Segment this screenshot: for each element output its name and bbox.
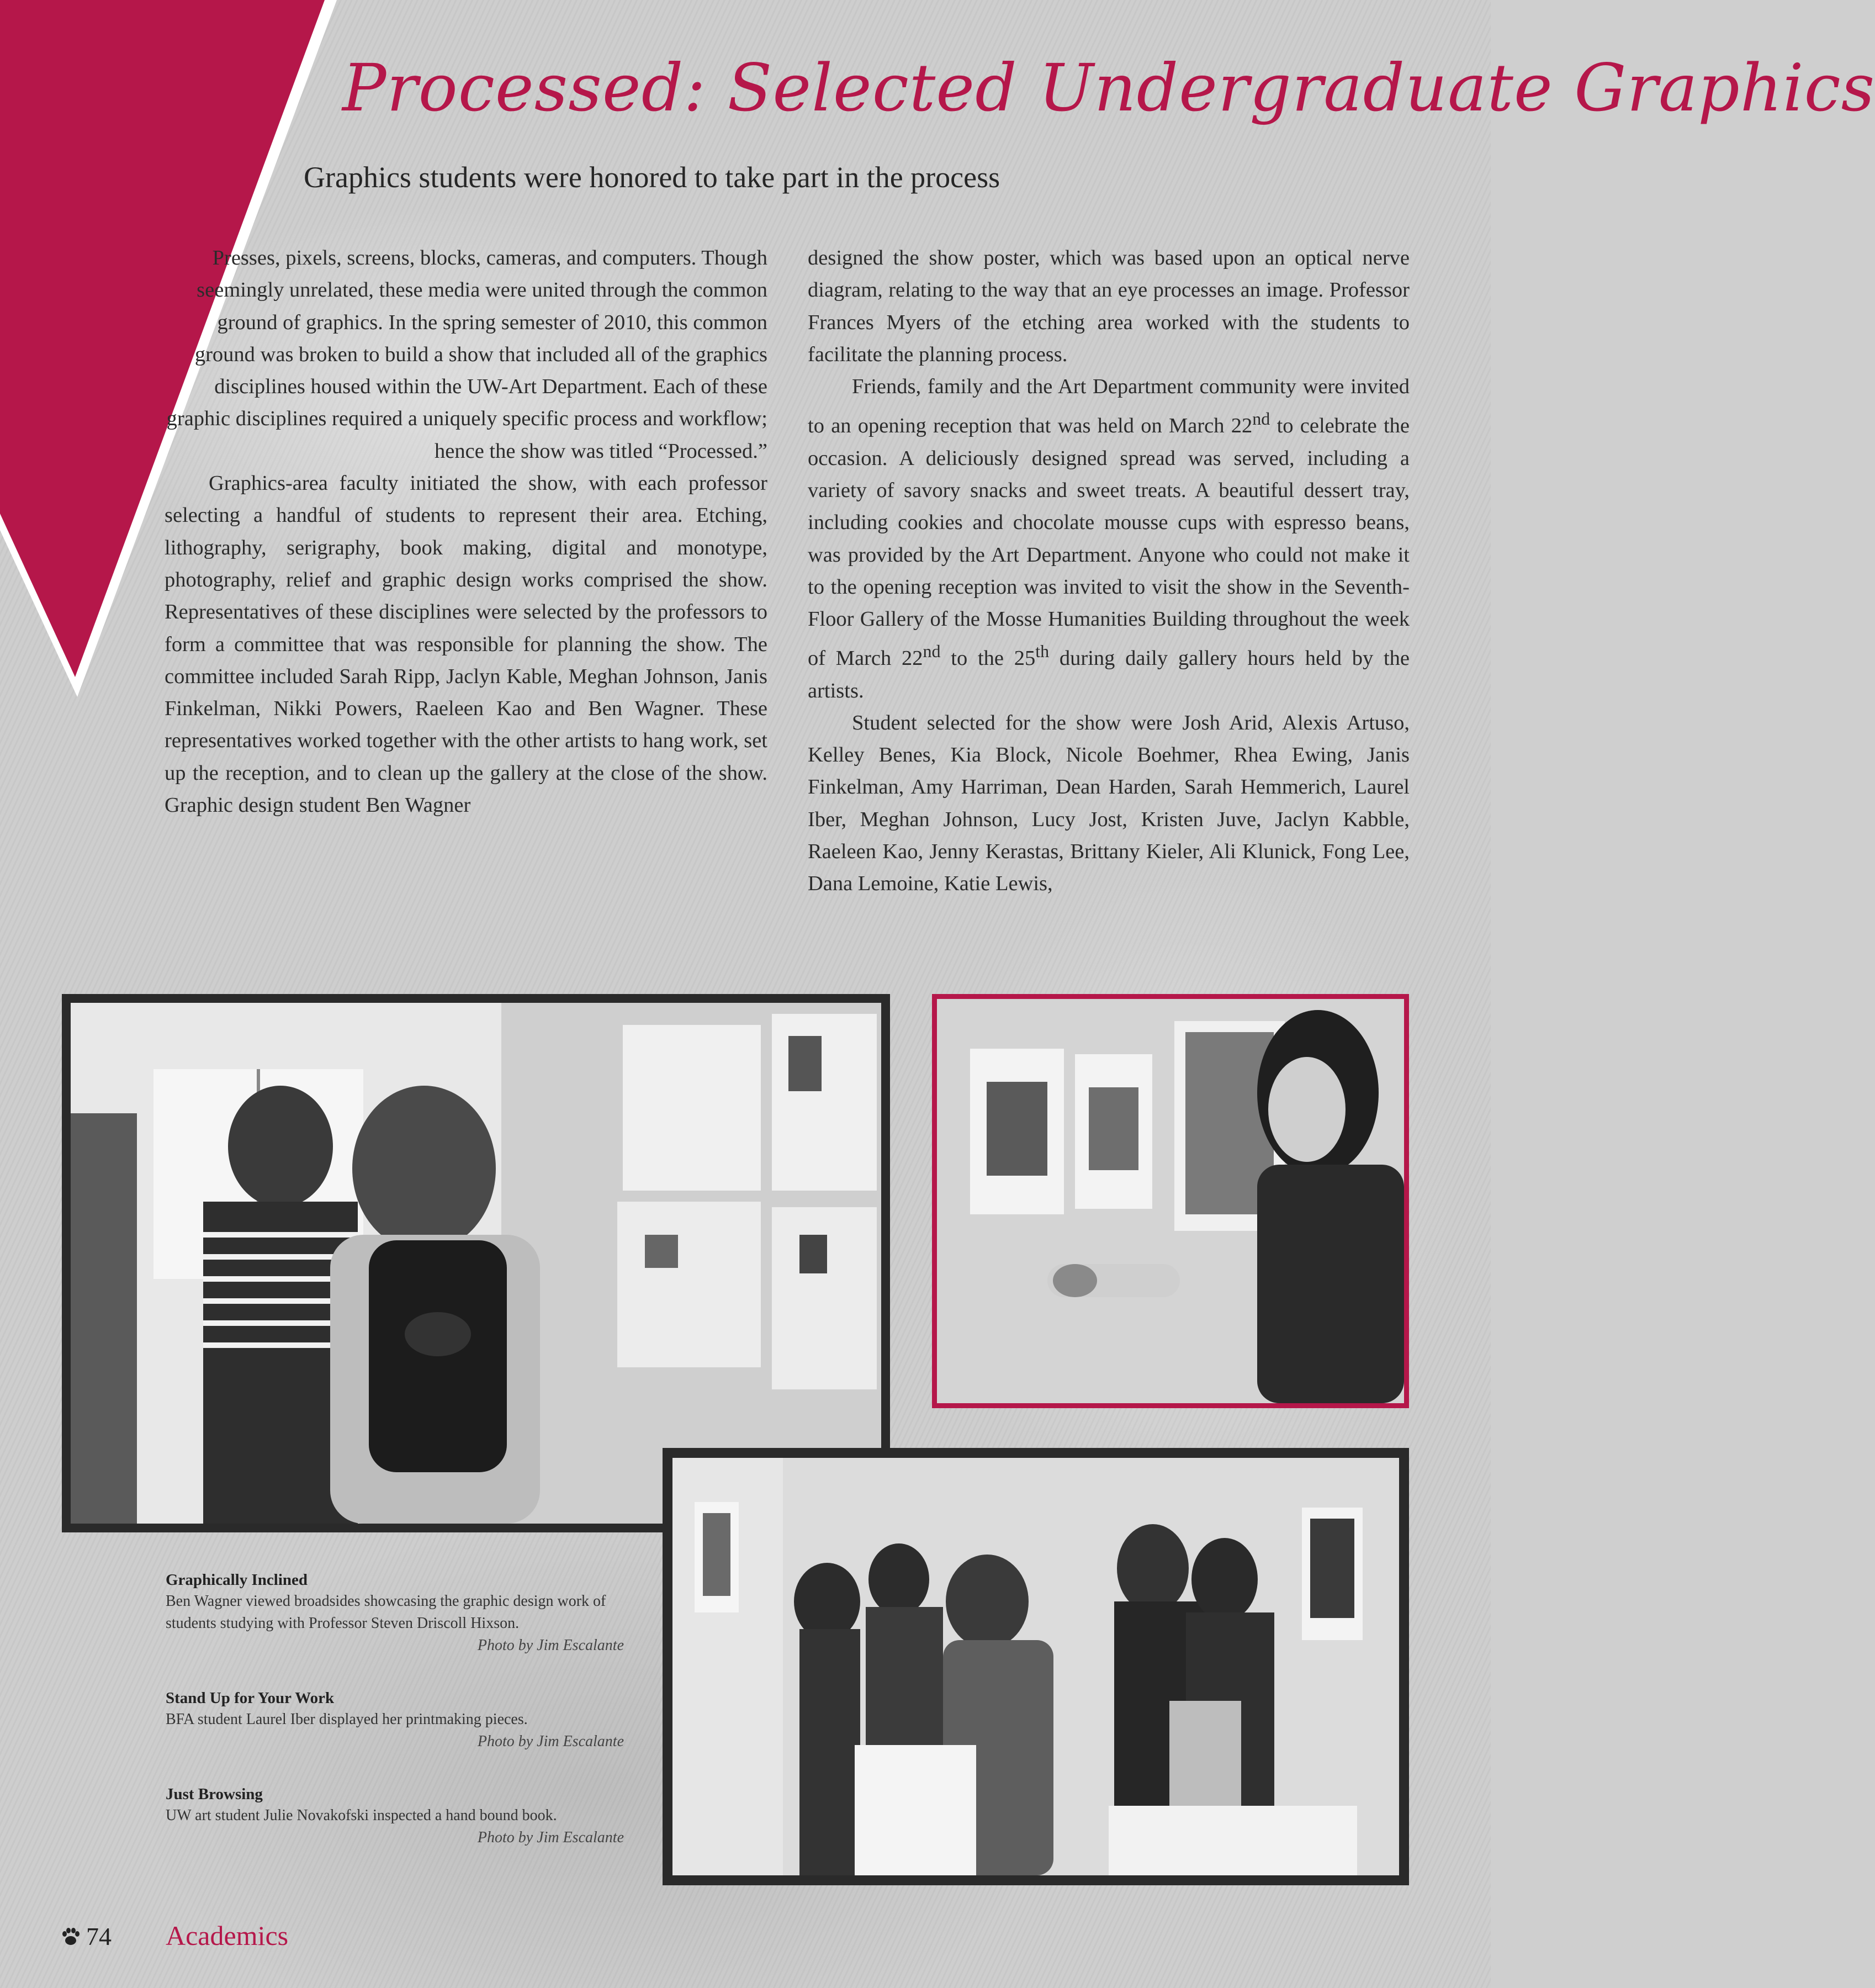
page-title: Processed: Selected Undergraduate Graphics: [342, 50, 1875, 126]
reception-text-b: to celebrate the occasion. A deliciously designed spread was served, including a variety of savory snacks and sweet treats. A beautiful dessert tray, including cookies and chocolate mousse cups with espresso beans, was provided by the Art Department. Anyone who could not make it to the opening reception was invited to visit the show in the Seventh-Floor Gallery of the Mosse Humanities Building throughout the week of March 22: [808, 414, 1410, 670]
photo-image: [937, 999, 1404, 1403]
caption-graphically-inclined: [166, 1569, 624, 1657]
ordinal-suffix-nd: nd: [923, 641, 941, 662]
caption-title: Graphically Inclined: [166, 1571, 308, 1589]
article-paragraph-students: Student selected for the show were Josh Arid, Alexis Artuso, Kelley Benes, Kia Block, Nicole Boehmer, Rhea Ewing, Janis Finkelman, Amy Harriman, Dean Harden, Sarah Hemmerich, Laurel Iber, Meghan Johnson, Lucy Jost, Kristen Juve, Jaclyn Kabble, Raeleen Kao, Jenny Kerastas, Brittany Kieler, Ali Klunick, Fong Lee, Dana Lemoine, Katie Lewis,: [808, 711, 1410, 896]
article-paragraph-intro: Presses, pixels, screens, blocks, cameras, and computers. Though seemingly unrelated, these media were united through the common ground of graphics. In the spring semester of 2010, this common ground was broken to build a show that included all of the graphics disciplines housed within the UW-Art Department. Each of these graphic disciplines required a uniquely specific process and workflow; hence the show was titled “Processed.”: [166, 246, 767, 463]
caption-title: Stand Up for Your Work: [166, 1689, 335, 1707]
caption-credit: Photo by Jim Escalante: [477, 1733, 624, 1750]
caption-credit: Photo by Jim Escalante: [477, 1637, 624, 1654]
article-column-right: [808, 242, 1410, 900]
caption-just-browsing: [166, 1784, 624, 1849]
caption-text: UW art student Julie Novakofski inspected a hand bound book.: [166, 1807, 557, 1824]
reception-text-a: Friends, family and the Art Department community were invited to an opening reception that was held on March 22: [808, 375, 1410, 438]
ordinal-suffix-nd: nd: [1252, 409, 1270, 429]
photo-stand-up-for-your-work: [932, 994, 1409, 1408]
article-paragraph-faculty: Graphics-area faculty initiated the show, with each professor selecting a handful of students to represent their area. Etching, lithography, serigraphy, book making, digital and monotype, photography, relief and graphic design works comprised the show. Representatives of these disciplines were selected by the professors to form a committee that was responsible for planning the show. The committee included Sarah Ripp, Jaclyn Kable, Meghan Johnson, Janis Finkelman, Nikki Powers, Raeleen Kao and Ben Wagner. These representatives worked together with the other artists to hang work, set up the reception, and to clean up the gallery at the close of the show. Graphic design student Ben Wagner: [165, 472, 767, 817]
photo-image: [672, 1458, 1399, 1875]
ordinal-suffix-th: th: [1035, 641, 1050, 662]
caption-text: Ben Wagner viewed broadsides showcasing the graphic design work of students studying with Professor Steven Driscoll Hixson.: [166, 1593, 606, 1632]
page-number: 74: [86, 1922, 112, 1950]
article-column-left: [165, 242, 767, 821]
photo-captions: [166, 1569, 624, 1880]
caption-stand-up-for-your-work: [166, 1688, 624, 1753]
reception-text-c: to the 25: [940, 647, 1036, 670]
paw-icon: [60, 1926, 82, 1948]
reception-text-d: during daily gallery hours held by the artists.: [808, 647, 1410, 702]
section-label: Academics: [166, 1920, 289, 1951]
photo-image: [71, 1003, 881, 1524]
article-paragraph-reception: [808, 371, 1410, 707]
photo-just-browsing: [663, 1448, 1409, 1885]
caption-credit: Photo by Jim Escalante: [477, 1829, 624, 1846]
caption-title: Just Browsing: [166, 1785, 263, 1803]
page-subtitle: Graphics students were honored to take part in the process: [304, 161, 1000, 194]
caption-text: BFA student Laurel Iber displayed her printmaking pieces.: [166, 1711, 528, 1728]
article-paragraph-poster: designed the show poster, which was based upon an optical nerve diagram, relating to the way that an eye processes an image. Professor Frances Myers of the etching area worked with the students to facilitate the planning process.: [808, 246, 1410, 366]
page-folio: [60, 1922, 112, 1951]
